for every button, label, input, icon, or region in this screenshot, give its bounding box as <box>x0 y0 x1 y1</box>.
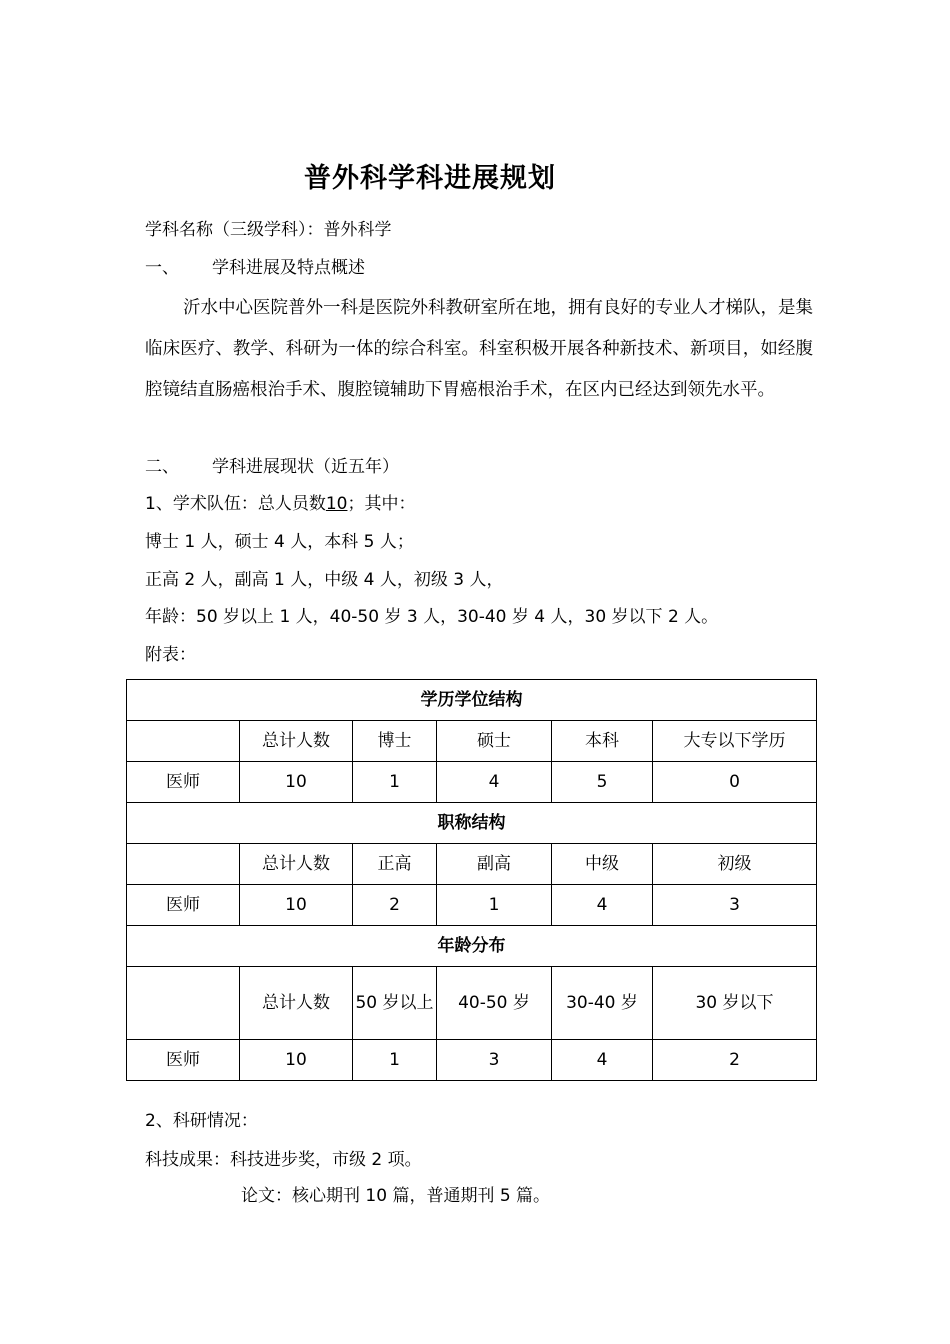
table-cell: 医师 <box>127 1040 240 1081</box>
section-2-title: 学科进展现状（近五年） <box>212 457 399 477</box>
team-line <box>145 492 415 516</box>
table-cell: 3 <box>653 885 817 926</box>
section-2-number: 二、 <box>145 457 179 477</box>
appendix-label: 附表： <box>145 645 196 665</box>
degrees-line: 博士 1 人，硕士 4 人，本科 5 人； <box>145 532 414 552</box>
table-header-cell: 硕士 <box>437 721 552 762</box>
table-section-title: 职称结构 <box>127 803 817 844</box>
table-header-cell <box>127 721 240 762</box>
table-section-row <box>127 680 817 721</box>
table-cell: 10 <box>240 1040 353 1081</box>
table-header-row <box>127 967 817 1040</box>
table-section-title: 年龄分布 <box>127 926 817 967</box>
table-header-row <box>127 844 817 885</box>
table-header-cell: 30 岁以下 <box>653 967 817 1040</box>
table-header-cell: 40-50 岁 <box>437 967 552 1040</box>
table-header-cell: 本科 <box>552 721 653 762</box>
table-row <box>127 762 817 803</box>
table-cell: 4 <box>437 762 552 803</box>
titles-line: 正高 2 人，副高 1 人，中级 4 人，初级 3 人， <box>145 570 504 590</box>
table-header-row <box>127 721 817 762</box>
table-header-cell: 50 岁以上 <box>353 967 437 1040</box>
team-suffix: ；其中： <box>347 494 416 514</box>
research-heading: 2、科研情况： <box>145 1111 258 1131</box>
table-row <box>127 885 817 926</box>
table-header-cell: 初级 <box>653 844 817 885</box>
table-cell: 1 <box>437 885 552 926</box>
table-cell: 5 <box>552 762 653 803</box>
subject-name-line: 学科名称（三级学科）：普外科学 <box>145 220 392 240</box>
table-header-cell: 副高 <box>437 844 552 885</box>
table-cell: 4 <box>552 885 653 926</box>
table-header-cell: 中级 <box>552 844 653 885</box>
table-cell: 1 <box>353 762 437 803</box>
section-2-heading <box>145 455 399 479</box>
table-cell: 1 <box>353 1040 437 1081</box>
table-row <box>127 1040 817 1081</box>
table-section-title: 学历学位结构 <box>127 680 817 721</box>
table-cell: 医师 <box>127 762 240 803</box>
table-header-cell: 30-40 岁 <box>552 967 653 1040</box>
research-achievements: 科技成果：科技进步奖，市级 2 项。 <box>145 1150 422 1170</box>
table-cell: 医师 <box>127 885 240 926</box>
table-cell: 10 <box>240 885 353 926</box>
table-header-cell: 正高 <box>353 844 437 885</box>
table-header-cell: 总计人数 <box>240 967 353 1040</box>
table-cell: 2 <box>653 1040 817 1081</box>
table-cell: 2 <box>353 885 437 926</box>
section-1-heading <box>145 256 365 280</box>
table-section-row <box>127 803 817 844</box>
table-cell: 10 <box>240 762 353 803</box>
research-papers: 论文：核心期刊 10 篇，普通期刊 5 篇。 <box>241 1186 551 1206</box>
staff-statistics-table <box>126 679 817 1081</box>
table-header-cell <box>127 844 240 885</box>
table-cell: 3 <box>437 1040 552 1081</box>
table-cell: 4 <box>552 1040 653 1081</box>
section-1-paragraph: 沂水中心医院普外一科是医院外科教研室所在地，拥有良好的专业人才梯队，是集临床医疗、教学、科研为一体的综合科室。科室积极开展各种新技术、新项目，如经腹腔镜结直肠癌根治手术、腹腔镜辅助下胃癌根治手术，在区内已经达到领先水平。 <box>145 298 813 400</box>
age-line: 年龄：50 岁以上 1 人，40-50 岁 3 人，30-40 岁 4 人，30 岁以下 2 人。 <box>145 607 719 627</box>
team-prefix: 1、学术队伍：总人员数 <box>145 494 326 514</box>
section-1-title: 学科进展及特点概述 <box>212 258 365 278</box>
table-header-cell <box>127 967 240 1040</box>
team-total: 10 <box>325 494 348 514</box>
table-header-cell: 大专以下学历 <box>653 721 817 762</box>
table-section-row <box>127 926 817 967</box>
document-title: 普外科学科进展规划 <box>304 163 556 194</box>
table-header-cell: 总计人数 <box>240 721 353 762</box>
section-1-number: 一、 <box>145 258 179 278</box>
table-cell: 0 <box>653 762 817 803</box>
table-header-cell: 总计人数 <box>240 844 353 885</box>
table-header-cell: 博士 <box>353 721 437 762</box>
